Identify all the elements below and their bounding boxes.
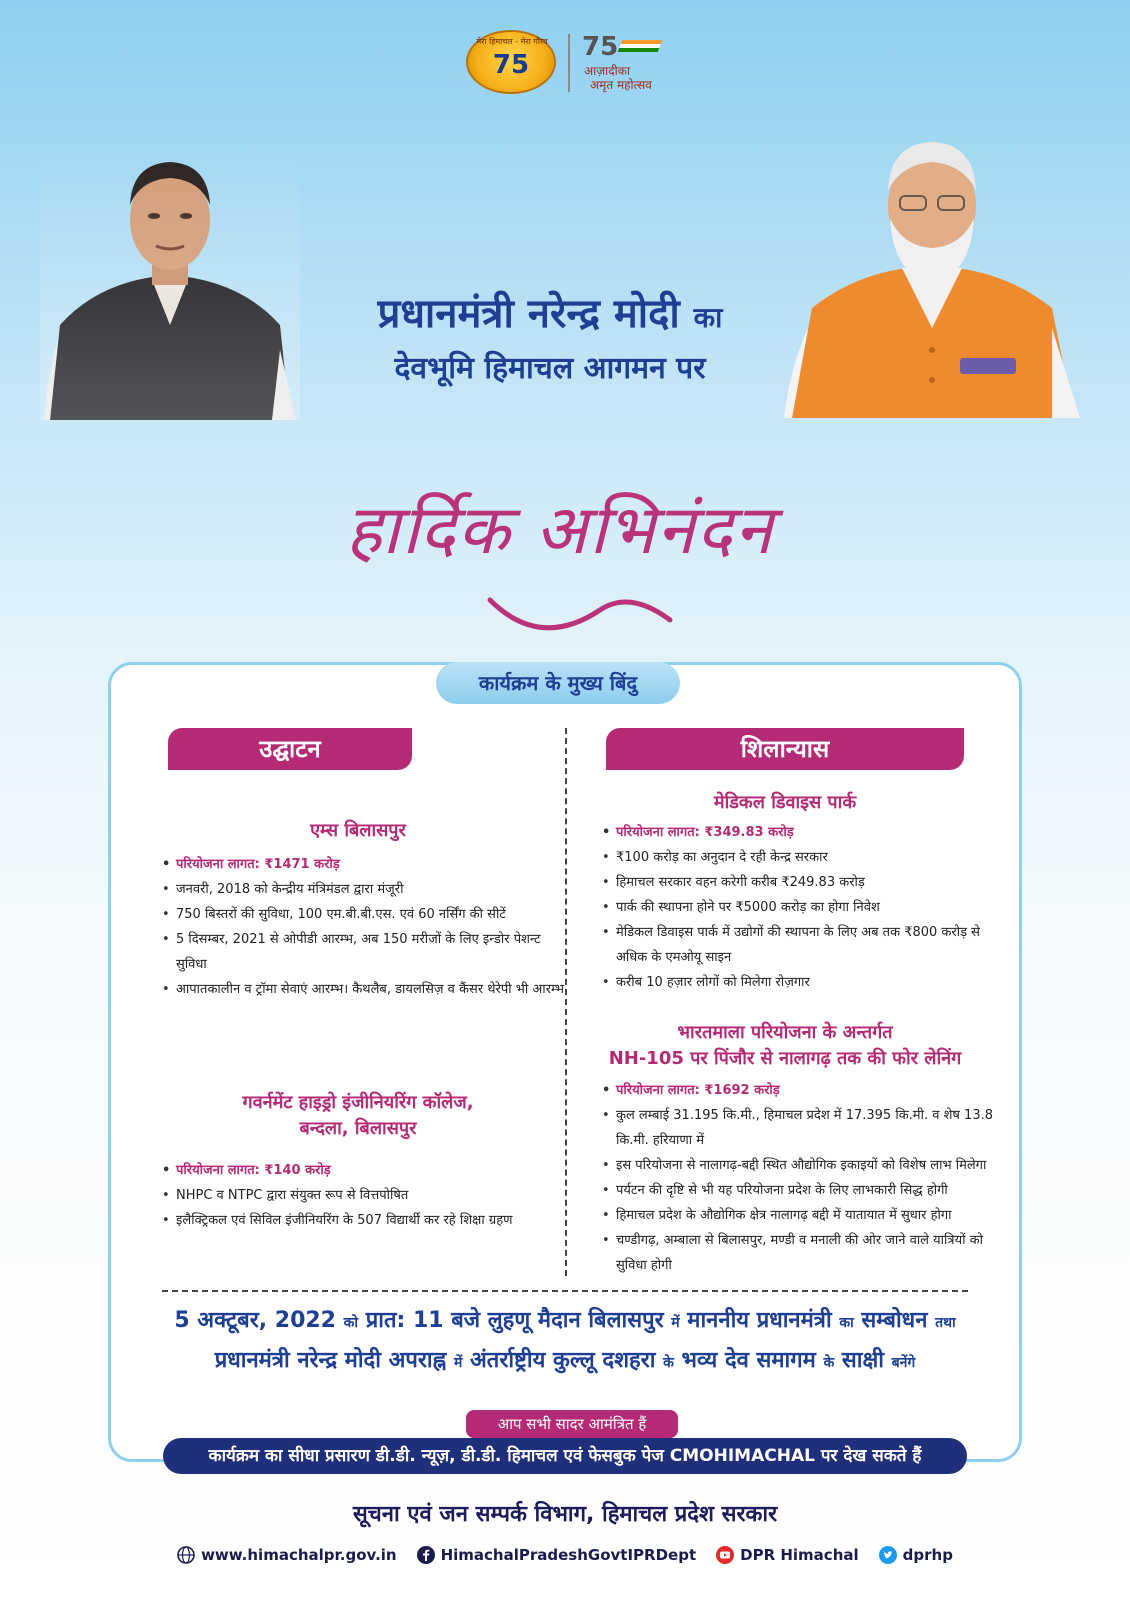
list-item: • परियोजना लागत: ₹1692 करोड़ [616,1078,996,1103]
bharatmala-points [600,1078,996,1278]
list-item: • परियोजना लागत: ₹349.83 करोड़ [616,820,996,845]
list-item: • 5 दिसम्बर, 2021 से ओपीडी आरम्भ, अब 150 मरीजों के लिए इन्डोर पेशन्ट सुविधा [176,927,566,977]
tricolor-flag-icon [618,40,662,52]
event-dussehra: अंतर्राष्ट्रीय कुल्लू दशहरा [469,1348,656,1373]
social-link-website[interactable] [177,1546,397,1564]
azadi-number: 75 [582,32,619,62]
list-item: • इस परियोजना से नालागढ़-बद्दी स्थित औद्योगिक इकाइयों को विशेष लाभ मिलेगा [616,1153,996,1178]
greeting-calligraphy: हार्दिक अभिनंदन [345,491,775,570]
state-logo-number: 75 [492,50,530,80]
bharatmala-title [590,1020,980,1072]
azadi-ka-amrit-mahotsav-logo [582,32,682,92]
bharatmala-title-line1: भारतमाला परियोजना के अन्तर्गत [677,1022,893,1043]
inauguration-heading: उद्घाटन [168,728,412,770]
list-item: • NHPC व NTPC द्वारा संयुक्त रूप से वित्तपोषित [176,1183,566,1208]
social-link-twitter[interactable] [879,1546,953,1564]
greeting-swash-decoration [480,580,680,640]
list-item: • परियोजना लागत: ₹140 करोड़ [176,1158,566,1183]
header-logos [0,28,1130,100]
program-label: कार्यक्रम के मुख्य बिंदु [436,662,680,704]
connector-text: का [839,1315,854,1331]
event-date: 5 अक्टूबर, 2022 [174,1308,336,1333]
youtube-icon [716,1546,734,1564]
event-time-venue: प्रात: 11 बजे लुहणू मैदान बिलासपुर [365,1308,664,1333]
aiims-points [160,852,566,1002]
state-logo-text: मेरा हिमाचल - मेरा गौरव [476,37,548,46]
list-item: • इलैक्ट्रिकल एवं सिविल इंजीनियरिंग के 507 विद्यार्थी कर रहे शिक्षा ग्रहण [176,1208,566,1233]
aiims-title: एम्स बिलासपुर [310,820,406,841]
section-divider [162,1290,968,1292]
social-link-facebook[interactable] [417,1546,697,1564]
list-item: • पार्क की स्थापना होने पर ₹5000 करोड़ का होगा निवेश [616,895,996,920]
list-item: • 750 बिस्तरों की सुविधा, 100 एम.बी.बी.एस. एवं 60 नर्सिंग की सीटें [176,902,566,927]
broadcast-banner: कार्यक्रम का सीधा प्रसारण डी.डी. न्यूज़, डी.डी. हिमाचल एवं फेसबुक पेज CMOHIMACHAL पर देख सकते हैं [163,1438,967,1474]
engineering-college-title [168,1090,548,1142]
medical-device-park-title: मेडिकल डिवाइस पार्क [713,792,857,813]
event-address: सम्बोधन [861,1308,928,1333]
bharatmala-title-line2: NH-105 पर पिंजौर से नालागढ़ तक की फोर लेनिंग [608,1048,962,1069]
list-item: • जनवरी, 2018 को केन्द्रीय मंत्रिमंडल द्वारा मंजूरी [176,877,566,902]
list-item: • ₹100 करोड़ का अनुदान दे रही केन्द्र सरकार [616,845,996,870]
headline-line1 [290,290,810,342]
connector-text: तथा [935,1315,956,1331]
facebook-icon [417,1546,435,1564]
engineering-college-points [160,1158,566,1233]
globe-icon [177,1546,195,1564]
event-witness: साक्षी [841,1348,884,1373]
chief-minister-portrait [40,150,300,420]
azadi-line1: आज़ादीका [584,64,631,78]
medical-device-park-points [600,820,996,995]
social-label: DPR Himachal [740,1546,859,1564]
foundation-stone-heading: शिलान्यास [606,728,964,770]
event-note-line2 [150,1342,980,1382]
logo-divider [568,34,570,92]
list-item: • करीब 10 हज़ार लोगों को मिलेगा रोज़गार [616,970,996,995]
list-item: • पर्यटन की दृष्टि से भी यह परियोजना प्रदेश के लिए लाभकारी सिद्ध होगी [616,1178,996,1203]
connector-text: को [343,1315,359,1331]
event-note-line1 [150,1302,980,1342]
himachal-75-logo [466,30,556,94]
headline [290,290,810,392]
list-item: • कुल लम्बाई 31.195 कि.मी., हिमाचल प्रदेश में 17.395 कि.मी. व शेष 13.8 कि.मी. हरियाणा में [616,1103,996,1153]
department-name: सूचना एवं जन सम्पर्क विभाग, हिमाचल प्रदेश सरकार [352,1502,778,1527]
connector-text: में [453,1355,463,1371]
engineering-college-title-line1: गवर्नमेंट हाइड्रो इंजीनियरिंग कॉलेज, [242,1092,474,1113]
invitation-badge: आप सभी सादर आमंत्रित हैं [466,1410,678,1438]
list-item: • चण्डीगढ़, अम्बाला से बिलासपुर, मण्डी व मनाली की ओर जाने वाले यात्रियों को सुविधा होगी [616,1228,996,1278]
connector-text: के [663,1355,674,1371]
connector-text: में [671,1315,680,1331]
connector-text: बनेंगे [891,1355,916,1371]
headline-line2: देवभूमि हिमाचल आगमन पर [394,351,706,386]
social-link-youtube[interactable] [716,1546,859,1564]
event-note [150,1302,980,1382]
twitter-icon [879,1546,897,1564]
event-pm-afternoon: प्रधानमंत्री नरेन्द्र मोदी अपराह्न [214,1348,447,1373]
connector-text: के [823,1355,835,1371]
event-dev-samagam: भव्य देव समागम [681,1348,816,1373]
list-item: • आपातकालीन व ट्रॉमा सेवाएं आरम्भ। कैथलैब, डायलसिज़ व कैंसर थेरेपी भी आरम्भ [176,977,566,1002]
social-links [0,1540,1130,1570]
headline-pm-name: प्रधानमंत्री नरेन्द्र मोदी [377,291,680,337]
list-item: • परियोजना लागत: ₹1471 करोड़ [176,852,566,877]
prime-minister-portrait [782,128,1082,418]
event-pm-title: माननीय प्रधानमंत्री [687,1308,832,1333]
headline-suffix: का [693,301,723,334]
engineering-college-title-line2: बन्दला, बिलासपुर [299,1118,417,1139]
social-label: HimachalPradeshGovtIPRDept [440,1546,697,1564]
azadi-line2: अमृत महोत्सव [590,78,652,92]
social-label: dprhp [902,1546,953,1564]
list-item: • हिमाचल प्रदेश के औद्योगिक क्षेत्र नालागढ़ बद्दी में यातायात में सुधार होगा [616,1203,996,1228]
list-item: • हिमाचल सरकार वहन करेगी करीब ₹249.83 करोड़ [616,870,996,895]
social-label: www.himachalpr.gov.in [201,1546,397,1564]
list-item: • मेडिकल डिवाइस पार्क में उद्योगों की स्थापना के लिए अब तक ₹800 करोड़ से अधिक के एमओयू साइन [616,920,996,970]
